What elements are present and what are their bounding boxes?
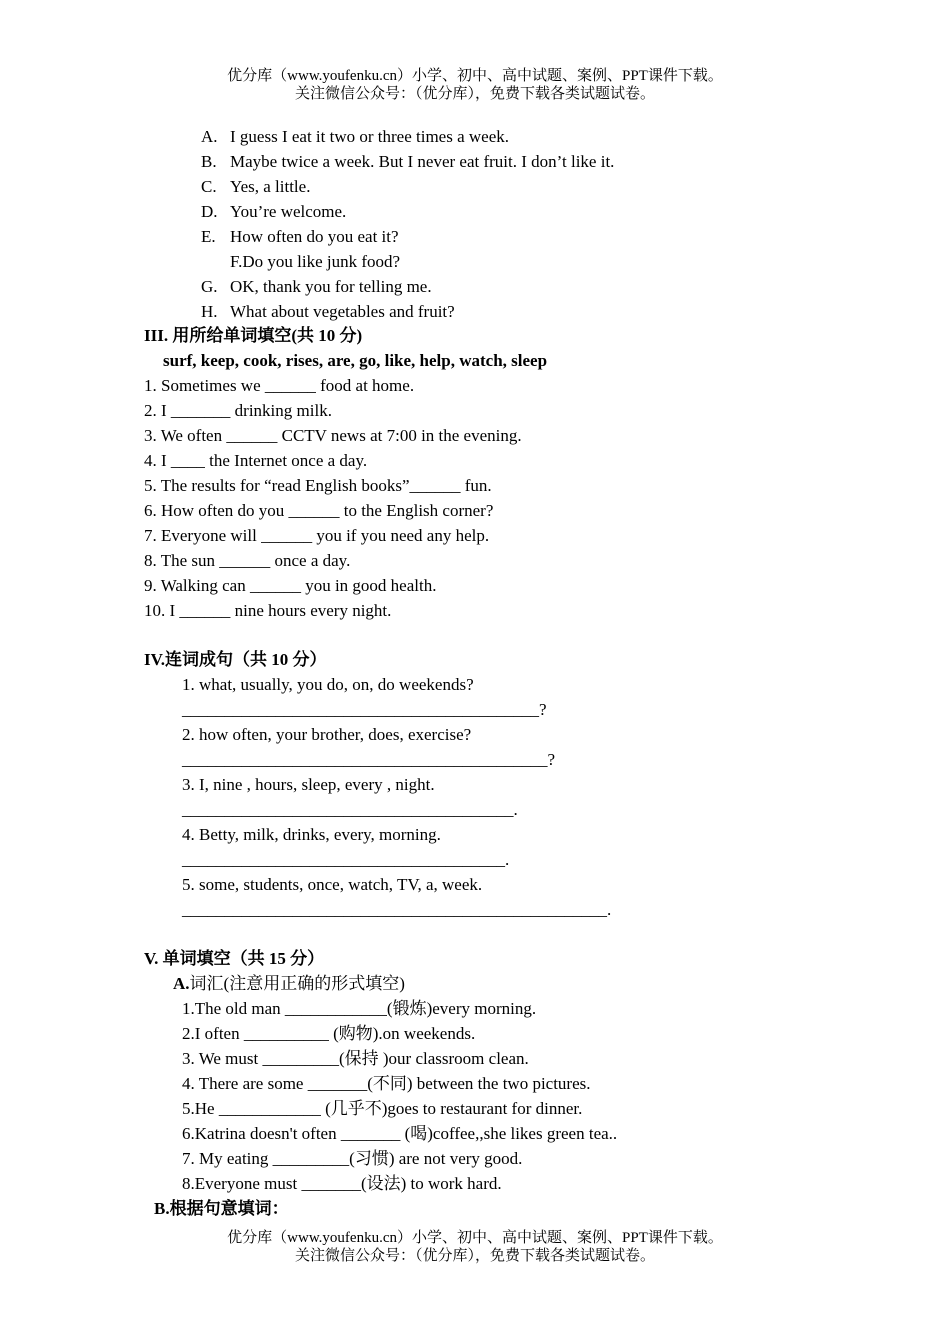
section-3-item: 7. Everyone will ______ you if you need any help.: [144, 526, 490, 545]
section-3-item: 6. How often do you ______ to the English corner?: [144, 501, 494, 520]
section-3-item: 3. We often ______ CCTV news at 7:00 in the evening.: [144, 426, 522, 445]
part-a-title: 词汇(注意用正确的形式填空): [189, 974, 405, 993]
section-5-item: 1.The old man ____________(锻炼)every morning.: [182, 999, 537, 1018]
section-4-answer-line: __________________________________________________.: [182, 900, 612, 919]
section-3-item: 10. I ______ nine hours every night.: [144, 601, 392, 620]
section-5-item: 7. My eating _________(习惯) are not very good.: [182, 1149, 523, 1168]
section-4-answer-line: __________________________________________?: [182, 700, 547, 719]
section-3-item: 9. Walking can ______ you in good health.: [144, 576, 437, 595]
option-label: D.: [201, 202, 218, 221]
option-label: G.: [201, 277, 218, 296]
section-4-title: IV.连词成句（共 10 分）: [144, 650, 327, 669]
section-3-wordbank: surf, keep, cook, rises, are, go, like, help, watch, sleep: [163, 351, 548, 370]
section-4-answer-line: ___________________________________________?: [182, 750, 556, 769]
section-4-words: 3. I, nine , hours, sleep, every , night.: [182, 775, 435, 794]
option-text: I guess I eat it two or three times a week.: [230, 127, 509, 146]
header-line-1: 优分库（www.youfenku.cn）小学、初中、高中试题、案例、PPT课件下载。: [227, 68, 723, 84]
option-text: You’re welcome.: [230, 202, 347, 221]
section-5-item: 8.Everyone must _______(设法) to work hard.: [182, 1174, 502, 1193]
option-text: OK, thank you for telling me.: [230, 277, 432, 296]
section-3-item: 8. The sun ______ once a day.: [144, 551, 351, 570]
option-f: [201, 251, 400, 273]
option-text: How often do you eat it?: [230, 227, 399, 246]
section-5-item: 3. We must _________(保持 )our classroom clean.: [182, 1049, 529, 1068]
section-5-item: 2.I often __________ (购物).on weekends.: [182, 1024, 476, 1043]
page-footer: [0, 1229, 950, 1265]
section-3-item: 1. Sometimes we ______ food at home.: [144, 376, 415, 395]
page-header: [0, 67, 950, 103]
option-e: [201, 226, 399, 248]
section-4-answer-line: _______________________________________.: [182, 800, 518, 819]
section-5-part-a-heading: [173, 973, 405, 995]
section-5-part-b-title: B.根据句意填词：: [154, 1199, 289, 1218]
header-line-2: 关注微信公众号：（优分库），免费下载各类试题试卷。: [294, 86, 655, 102]
part-a-label: A.: [173, 974, 190, 993]
section-4-words: 2. how often, your brother, does, exercise?: [182, 725, 472, 744]
section-4-words: 5. some, students, once, watch, TV, a, week.: [182, 875, 483, 894]
footer-line-1: 优分库（www.youfenku.cn）小学、初中、高中试题、案例、PPT课件下载。: [227, 1230, 723, 1246]
section-5-item: 4. There are some _______(不同) between the two pictures.: [182, 1074, 591, 1093]
section-3-item: 2. I _______ drinking milk.: [144, 401, 332, 420]
option-h: [201, 301, 455, 323]
footer-line-2: 关注微信公众号：（优分库），免费下载各类试题试卷。: [294, 1248, 655, 1264]
section-5-title: V. 单词填空（共 15 分）: [144, 949, 325, 968]
option-label: E.: [201, 227, 216, 246]
option-a: [201, 126, 509, 148]
option-label: A.: [201, 127, 218, 146]
option-g: [201, 276, 432, 298]
section-5-item: 5.He ____________ (几乎不)goes to restaurant for dinner.: [182, 1099, 583, 1118]
section-3-title: III. 用所给单词填空(共 10 分): [144, 326, 363, 345]
section-4-answer-line: ______________________________________.: [182, 850, 510, 869]
option-d: [201, 201, 346, 223]
section-4-words: 4. Betty, milk, drinks, every, morning.: [182, 825, 441, 844]
option-label: C.: [201, 177, 217, 196]
section-3-item: 4. I ____ the Internet once a day.: [144, 451, 368, 470]
section-4-words: 1. what, usually, you do, on, do weekends?: [182, 675, 474, 694]
section-3-item: 5. The results for “read English books”______ fun.: [144, 476, 492, 495]
option-text: Maybe twice a week. But I never eat fruit. I don’t like it.: [230, 152, 615, 171]
section-5-item: 6.Katrina doesn't often _______ (喝)coffee,,she likes green tea..: [182, 1124, 618, 1143]
option-b: [201, 151, 614, 173]
option-label: H.: [201, 302, 218, 321]
option-label: B.: [201, 152, 217, 171]
option-text: What about vegetables and fruit?: [230, 302, 455, 321]
option-c: [201, 176, 310, 198]
option-text: F.Do you like junk food?: [230, 252, 401, 271]
option-text: Yes, a little.: [230, 177, 311, 196]
